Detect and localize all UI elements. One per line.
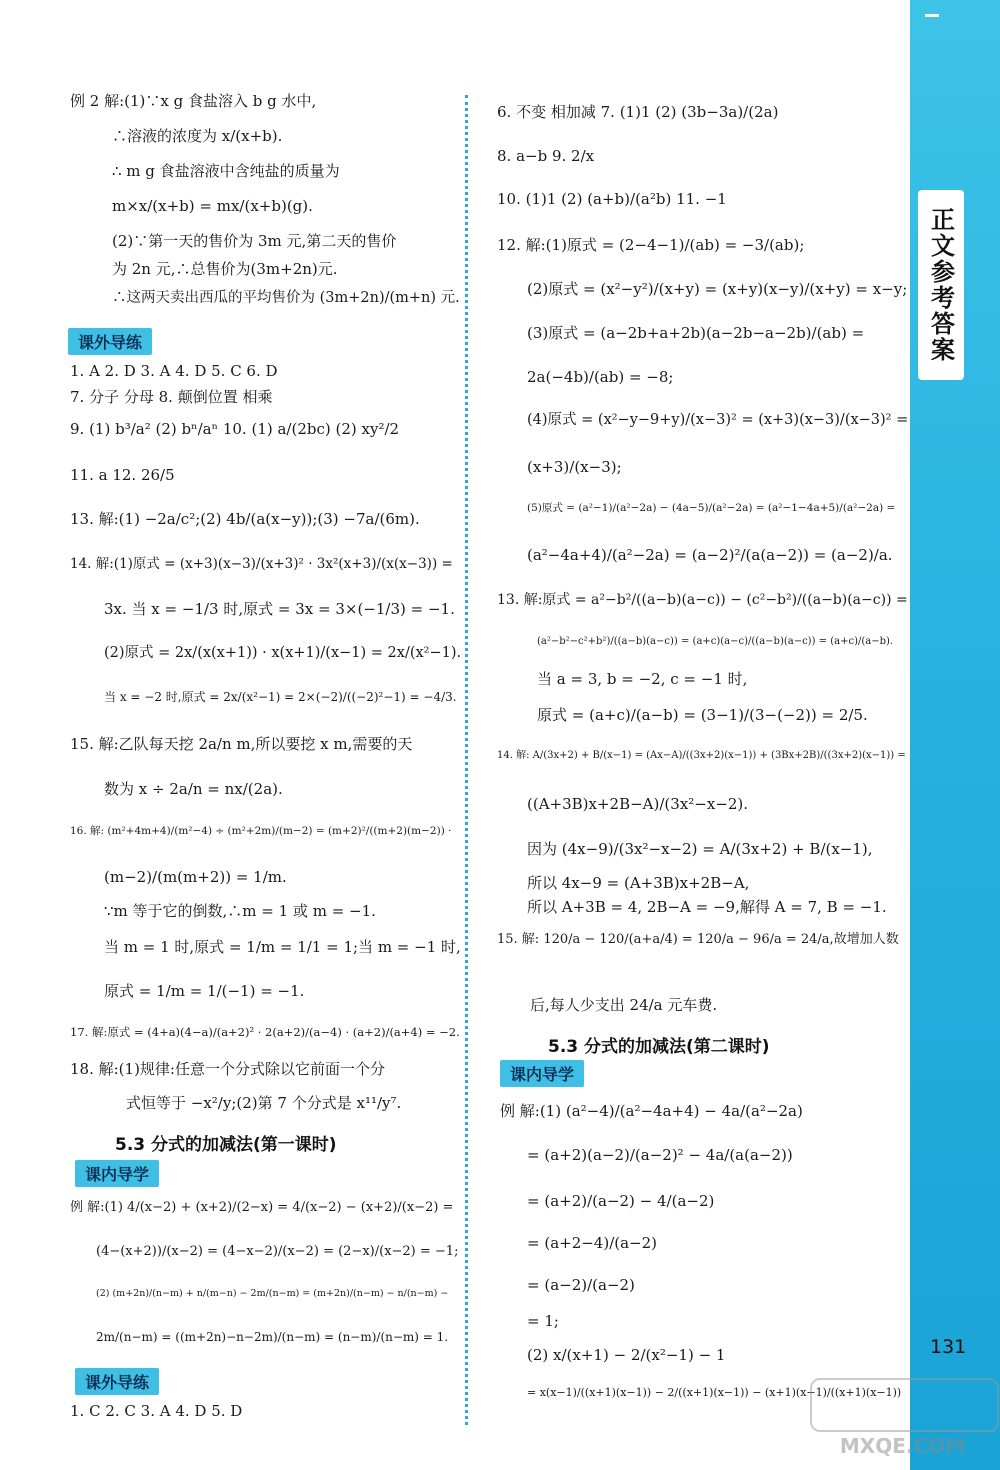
text-line: = x(x−1)/((x+1)(x−1)) − 2/((x+1)(x−1)) − (x+1)(x−1)/((x+1)(x−1))	[527, 1386, 902, 1399]
text-line: = (a+2−4)/(a−2)	[527, 1234, 658, 1252]
text-line: = 1;	[527, 1312, 559, 1330]
text-line: (2)原式 = 2x/(x(x+1)) · x(x+1)/(x−1) = 2x/(x²−1).	[104, 645, 462, 661]
text-line: 例 解:(1) 4/(x−2) + (x+2)/(2−x) = 4/(x−2) − (x+2)/(x−2) =	[70, 1200, 454, 1215]
text-line: 所以 A+3B = 4, 2B−A = −9,解得 A = 7, B = −1.	[527, 898, 887, 916]
column-divider	[465, 95, 468, 1425]
text-line: 数为 x ÷ 2a/n = nx/(2a).	[104, 780, 283, 798]
text-line: 1. A 2. D 3. A 4. D 5. C 6. D	[70, 362, 278, 380]
text-line: (2)∵第一天的售价为 3m 元,第二天的售价	[112, 232, 397, 250]
text-line: 1. C 2. C 3. A 4. D 5. D	[70, 1402, 243, 1420]
text-line: (2) x/(x+1) − 2/(x²−1) − 1	[527, 1346, 726, 1364]
section-heading: 5.3 分式的加减法(第一课时)	[115, 1135, 337, 1155]
watermark	[810, 1378, 995, 1463]
sidebar-label: 正文参考答案	[926, 207, 955, 363]
text-line: 3x. 当 x = −1/3 时,原式 = 3x = 3×(−1/3) = −1.	[104, 600, 455, 618]
text-line: 13. 解:原式 = a²−b²/((a−b)(a−c)) − (c²−b²)/((a−b)(a−c)) =	[497, 592, 908, 608]
section-tag: 课外导练	[75, 1368, 159, 1395]
text-line: (a²−4a+4)/(a²−2a) = (a−2)²/(a(a−2)) = (a−2)/a.	[527, 546, 893, 564]
text-line: 15. 解: 120/a − 120/(a+a/4) = 120/a − 96/a = 24/a,故增加人数	[497, 932, 899, 947]
watermark-text: MXQE.COM	[839, 1434, 966, 1458]
text-line: 原式 = 1/m = 1/(−1) = −1.	[104, 982, 305, 1000]
text-line: 18. 解:(1)规律:任意一个分式除以它前面一个分	[70, 1060, 385, 1078]
text-line: m×x/(x+b) = mx/(x+b)(g).	[112, 197, 313, 215]
page-number: 131	[930, 1336, 967, 1358]
section-tag: 课外导练	[68, 328, 152, 355]
text-line: 7. 分子 分母 8. 颠倒位置 相乘	[70, 388, 273, 406]
text-line: (4)原式 = (x²−y−9+y)/(x−3)² = (x+3)(x−3)/(x−3)² =	[527, 412, 909, 428]
text-line: 当 a = 3, b = −2, c = −1 时,	[537, 670, 748, 688]
text-line: 14. 解: A/(3x+2) + B/(x−1) = (Ax−A)/((3x+2)(x−1)) + (3Bx+2B)/((3x+2)(x−1)) =	[497, 750, 906, 761]
text-line: 10. (1)1 (2) (a+b)/(a²b) 11. −1	[497, 190, 727, 208]
text-line: (2)原式 = (x²−y²)/(x+y) = (x+y)(x−y)/(x+y) = x−y;	[527, 280, 908, 298]
section-tag: 课内导学	[500, 1060, 584, 1087]
text-line: 原式 = (a+c)/(a−b) = (3−1)/(3−(−2)) = 2/5.	[537, 706, 868, 724]
text-line: 14. 解:(1)原式 = (x+3)(x−3)/(x+3)² · 3x²(x+3)/(x(x−3)) =	[70, 556, 453, 572]
text-line: 13. 解:(1) −2a/c²;(2) 4b/(a(x−y));(3) −7a/(6m).	[70, 510, 420, 528]
text-line: 17. 解:原式 = (4+a)(4−a)/(a+2)² · 2(a+2)/(a−4) · (a+2)/(a+4) = −2.	[70, 1025, 460, 1039]
text-line: 8. a−b 9. 2/x	[497, 147, 595, 165]
text-line: 当 m = 1 时,原式 = 1/m = 1/1 = 1;当 m = −1 时,	[104, 938, 461, 956]
text-line: 16. 解: (m²+4m+4)/(m²−4) ÷ (m²+2m)/(m−2) = (m+2)²/((m+2)(m−2)) ·	[70, 825, 452, 837]
text-line: 2a(−4b)/(ab) = −8;	[527, 368, 674, 386]
text-line: 2m/(n−m) = ((m+2n)−n−2m)/(n−m) = (n−m)/(n−m) = 1.	[96, 1330, 449, 1344]
text-line: = (a−2)/(a−2)	[527, 1276, 635, 1294]
text-line: 例 2 解:(1)∵x g 食盐溶入 b g 水中,	[70, 92, 317, 110]
text-line: 因为 (4x−9)/(3x²−x−2) = A/(3x+2) + B/(x−1),	[527, 840, 873, 858]
text-line: (a²−b²−c²+b²)/((a−b)(a−c)) = (a+c)(a−c)/((a−b)(a−c)) = (a+c)/(a−b).	[537, 636, 894, 647]
text-line: (4−(x+2))/(x−2) = (4−x−2)/(x−2) = (2−x)/(x−2) = −1;	[96, 1244, 459, 1259]
section-tag: 课内导学	[75, 1160, 159, 1187]
text-line: ∵m 等于它的倒数,∴m = 1 或 m = −1.	[104, 902, 376, 920]
text-line: 所以 4x−9 = (A+3B)x+2B−A,	[527, 874, 750, 892]
text-line: 式恒等于 −x²/y;(2)第 7 个分式是 x¹¹/y⁷.	[126, 1094, 402, 1112]
text-line: (x+3)/(x−3);	[527, 458, 622, 476]
text-line: (3)原式 = (a−2b+a+2b)(a−2b−a−2b)/(ab) =	[527, 324, 865, 342]
text-line: 当 x = −2 时,原式 = 2x/(x²−1) = 2×(−2)/((−2)²−1) = −4/3.	[104, 690, 457, 704]
text-line: ∴这两天卖出西瓜的平均售价为 (3m+2n)/(m+n) 元.	[112, 290, 460, 306]
text-line: ((A+3B)x+2B−A)/(3x²−x−2).	[527, 795, 749, 813]
text-line: (2) (m+2n)/(n−m) + n/(m−n) − 2m/(n−m) = (m+2n)/(n−m) − n/(n−m) −	[96, 1288, 449, 1299]
sidebar-mark	[925, 14, 939, 17]
watermark-logo-icon	[810, 1378, 999, 1432]
text-line: 9. (1) b³/a² (2) bⁿ/aⁿ 10. (1) a/(2bc) (2) xy²/2	[70, 420, 400, 438]
text-line: (5)原式 = (a²−1)/(a²−2a) − (4a−5)/(a²−2a) = (a²−1−4a+5)/(a²−2a) =	[527, 502, 896, 514]
text-line: = (a+2)(a−2)/(a−2)² − 4a/(a(a−2))	[527, 1146, 793, 1164]
text-line: 后,每人少支出 24/a 元车费.	[530, 996, 718, 1014]
text-line: 为 2n 元,∴总售价为(3m+2n)元.	[112, 260, 338, 278]
text-line: 12. 解:(1)原式 = (2−4−1)/(ab) = −3/(ab);	[497, 236, 805, 254]
text-line: (m−2)/(m(m+2)) = 1/m.	[104, 868, 287, 886]
text-line: 15. 解:乙队每天挖 2a/n m,所以要挖 x m,需要的天	[70, 735, 413, 753]
text-line: ∴溶液的浓度为 x/(x+b).	[112, 127, 283, 145]
text-line: 11. a 12. 26/5	[70, 466, 175, 484]
section-heading: 5.3 分式的加减法(第二课时)	[548, 1037, 770, 1057]
text-line: 6. 不变 相加减 7. (1)1 (2) (3b−3a)/(2a)	[497, 103, 779, 121]
text-line: 例 解:(1) (a²−4)/(a²−4a+4) − 4a/(a²−2a)	[500, 1102, 803, 1120]
text-line: ∴ m g 食盐溶液中含纯盐的质量为	[112, 162, 340, 180]
text-line: = (a+2)/(a−2) − 4/(a−2)	[527, 1192, 715, 1210]
sidebar-tab	[918, 190, 964, 380]
